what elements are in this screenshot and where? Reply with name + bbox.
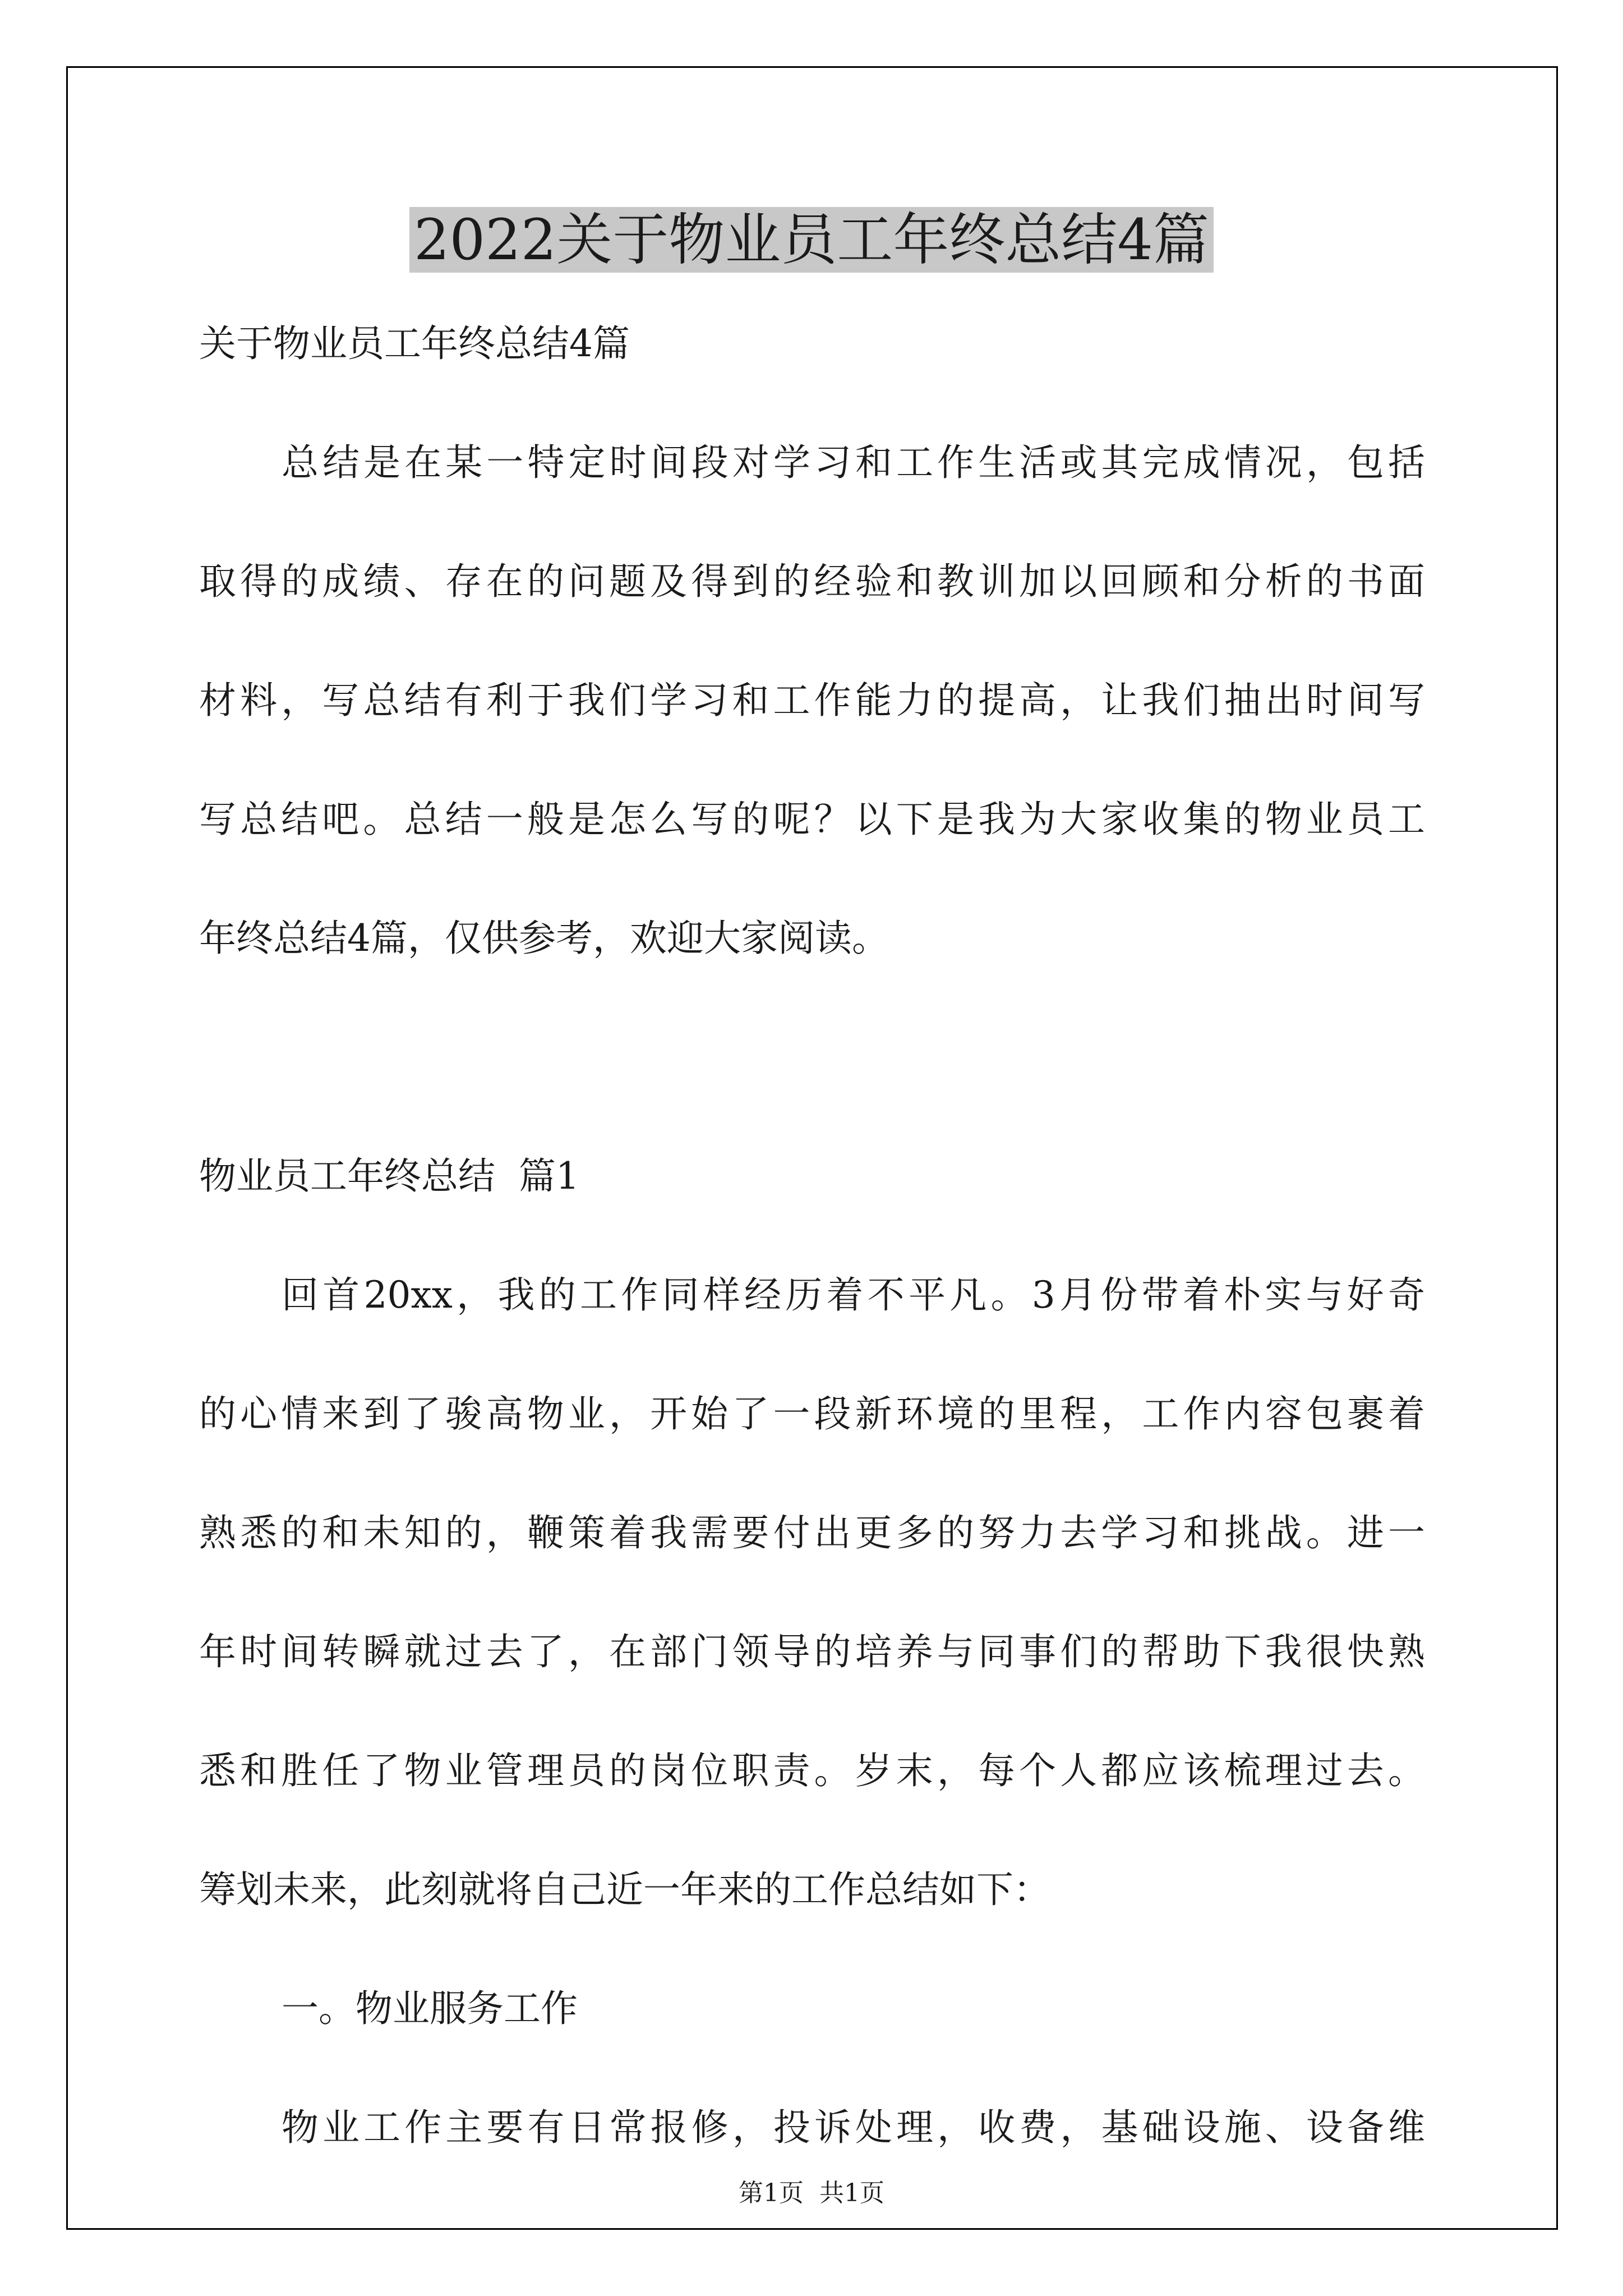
intro-line: 材料，写总结有利于我们学习和工作能力的提高，让我们抽出时间写 bbox=[199, 679, 1425, 722]
section-line: 年时间转瞬就过去了，在部门领导的培养与同事们的帮助下我很快熟 bbox=[199, 1630, 1425, 1673]
subtitle: 关于物业员工年终总结4篇 bbox=[199, 322, 630, 365]
document-title bbox=[0, 201, 1623, 279]
section-line: 回首20xx，我的工作同样经历着不平凡。3月份带着朴实与好奇 bbox=[282, 1273, 1425, 1317]
section-line: 悉和胜任了物业管理员的岗位职责。岁末，每个人都应该梳理过去。 bbox=[199, 1749, 1425, 1792]
section-line: 熟悉的和未知的，鞭策着我需要付出更多的努力去学习和挑战。进一 bbox=[199, 1511, 1425, 1554]
body-line: 物业工作主要有日常报修，投诉处理，收费，基础设施、设备维 bbox=[282, 2106, 1425, 2149]
intro-line: 年终总结4篇，仅供参考，欢迎大家阅读。 bbox=[199, 917, 889, 960]
page-footer: 第1页 共1页 bbox=[739, 2179, 884, 2207]
intro-line: 写总结吧。总结一般是怎么写的呢？以下是我为大家收集的物业员工 bbox=[199, 798, 1425, 841]
intro-line: 取得的成绩、存在的问题及得到的经验和教训加以回顾和分析的书面 bbox=[199, 560, 1425, 603]
section-line: 的心情来到了骏高物业，开始了一段新环境的里程，工作内容包裹着 bbox=[199, 1392, 1425, 1435]
title-text: 2022关于物业员工年终总结4篇 bbox=[409, 207, 1214, 273]
intro-line: 总结是在某一特定时间段对学习和工作生活或其完成情况，包括 bbox=[282, 441, 1425, 484]
section-heading: 物业员工年终总结 篇1 bbox=[199, 1154, 579, 1198]
section-line: 筹划未来，此刻就将自己近一年来的工作总结如下： bbox=[199, 1868, 1050, 1911]
subheading: 一。物业服务工作 bbox=[282, 1987, 578, 2030]
